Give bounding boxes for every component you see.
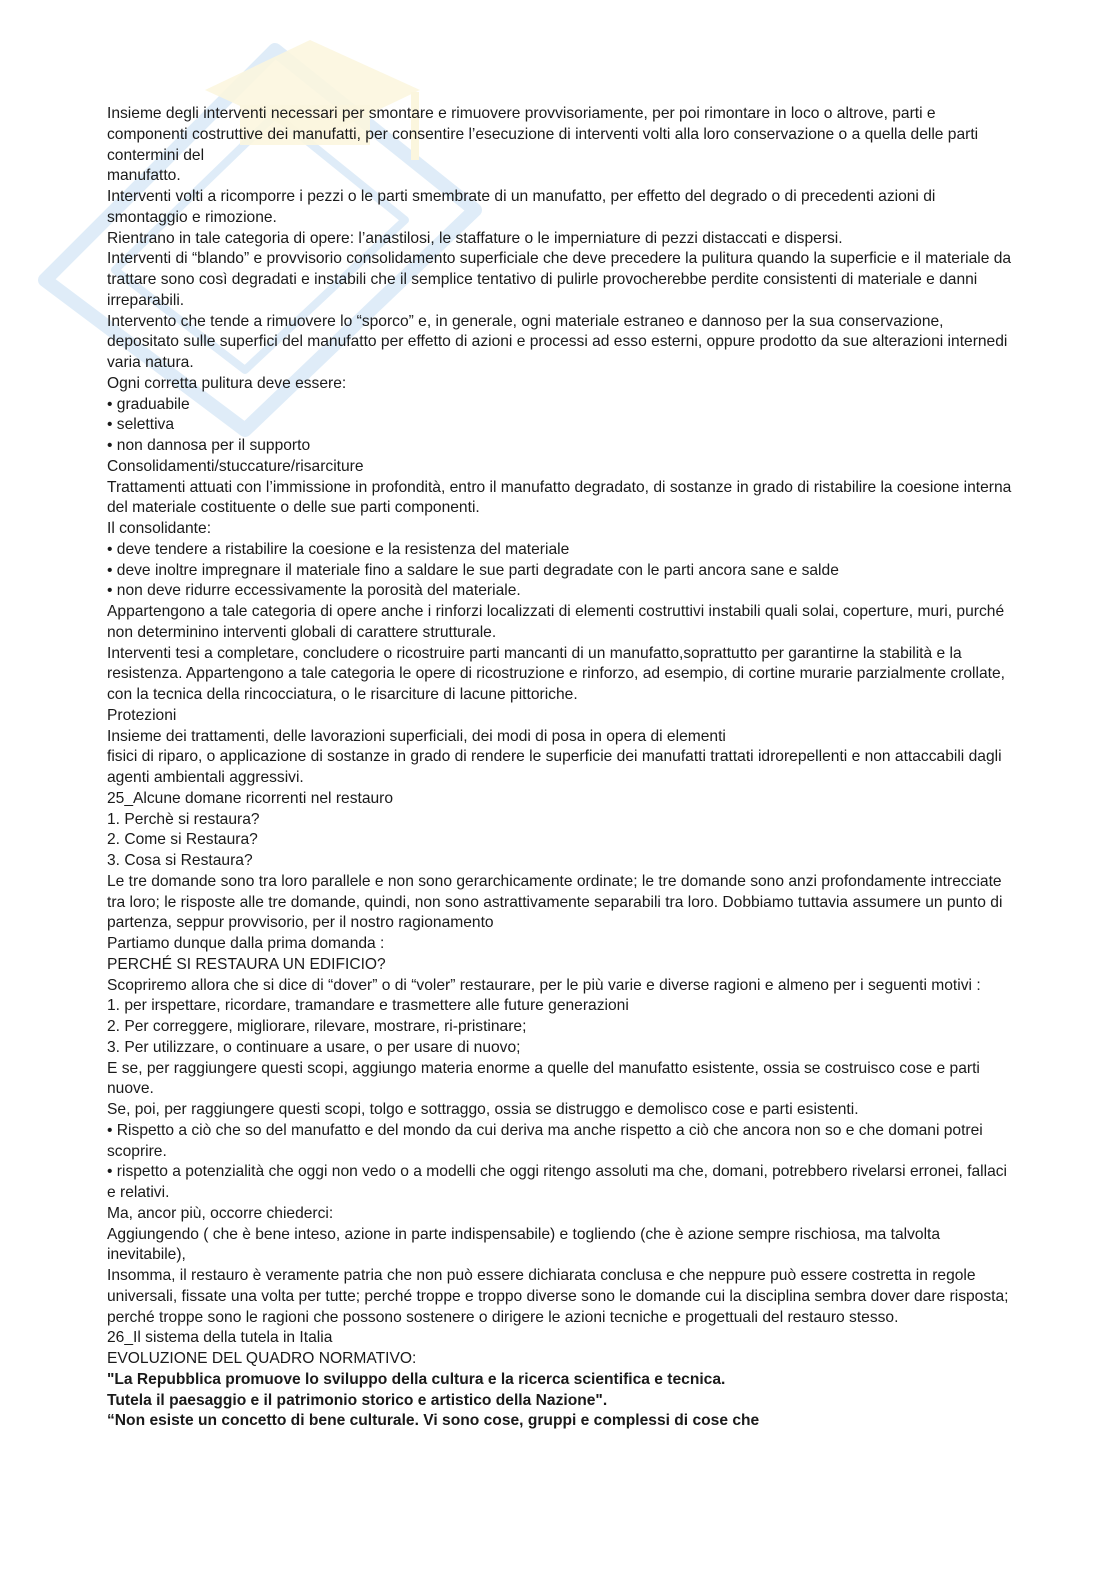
paragraph: Ma, ancor più, occorre chiederci: bbox=[107, 1204, 334, 1222]
paragraph: "La Repubblica promuove lo sviluppo della cultura e la ricerca scientifica e tecnica. bbox=[107, 1370, 726, 1388]
paragraph: 25_Alcune domane ricorrenti nel restauro bbox=[107, 789, 394, 807]
paragraph: Intervento che tende a rimuovere lo “sporco” e, in generale, ogni materiale estraneo e dannoso per la sua conservazione, depositato sulle superfici del manufatto per effetto di azioni e processi ad esso esterni, oppure prodotto da sue alterazioni internedi varia natura. bbox=[107, 312, 1008, 371]
paragraph: Trattamenti attuati con l’immissione in profondità, entro il manufatto degradato, di sostanze in grado di ristabilire la coesione interna del materiale costituente o delle sue parti componenti. bbox=[107, 478, 1012, 517]
paragraph: Consolidamenti/stuccature/risarciture bbox=[107, 457, 364, 475]
paragraph: • non dannosa per il supporto bbox=[107, 437, 311, 454]
paragraph: 1. per irspettare, ricordare, tramandare e trasmettere alle future generazioni bbox=[107, 997, 629, 1015]
paragraph: Il consolidante: bbox=[107, 520, 212, 537]
paragraph: PERCHÉ SI RESTAURA UN EDIFICIO? bbox=[107, 955, 386, 973]
paragraph: • graduabile bbox=[107, 395, 190, 413]
paragraph: 3. Cosa si Restaura? bbox=[107, 852, 253, 869]
paragraph: • Rispetto a ciò che so del manufatto e del mondo da cui deriva ma anche rispetto a ciò che ancora non so e che domani potrei scoprire. bbox=[107, 1121, 983, 1160]
paragraph: 2. Come si Restaura? bbox=[107, 831, 258, 849]
paragraph: manufatto. bbox=[107, 167, 181, 185]
paragraph: • rispetto a potenzialità che oggi non vedo o a modelli che oggi ritengo assoluti ma che, domani, potrebbero rivelarsi erronei, fallaci e relativi. bbox=[107, 1163, 1008, 1201]
paragraph: fisici di riparo, o applicazione di sostanze in grado di rendere le superficie dei manufatti trattati idrorepellenti e non attaccabili dagli agenti ambientali aggressivi. bbox=[107, 748, 1002, 786]
paragraph: Partiamo dunque dalla prima domanda : bbox=[107, 935, 385, 952]
paragraph: Interventi volti a ricomporre i pezzi o le parti smembrate di un manufatto, per effetto del degrado o di precedenti azioni di smontaggio e rimozione. bbox=[107, 188, 936, 226]
paragraph: Ogni corretta pulitura deve essere: bbox=[107, 374, 347, 392]
paragraph: 2. Per correggere, migliorare, rilevare, mostrare, ri-pristinare; bbox=[107, 1018, 527, 1035]
paragraph: Protezioni bbox=[107, 706, 177, 724]
paragraph: 3. Per utilizzare, o continuare a usare, o per usare di nuovo; bbox=[107, 1038, 521, 1056]
paragraph: Interventi di “blando” e provvisorio consolidamento superficiale che deve precedere la pulitura quando la superficie e il materiale da trattare sono così degradati e instabili che il semplice tentativo di pulirle provocherebbe perdite consistenti di materiale e danni irreparabili. bbox=[107, 250, 1012, 309]
paragraph: • deve inoltre impregnare il materiale fino a saldare le sue parti degradate con le parti ancora sane e salde bbox=[107, 561, 839, 579]
paragraph: • deve tendere a ristabilire la coesione e la resistenza del materiale bbox=[107, 540, 570, 558]
paragraph: Interventi tesi a completare, concludere o ricostruire parti mancanti di un manufatto,soprattutto per garantirne la stabilità e la resistenza. Appartengono a tale categoria le opere di ricostruzione e rinforzo, ad esempio, di cortine murarie parzialmente crollate, con la tecnica della rincocciatura, o le risarciture di lacune pittoriche. bbox=[107, 644, 1005, 703]
paragraph: Insieme dei trattamenti, delle lavorazioni superficiali, dei modi di posa in opera di elementi bbox=[107, 727, 726, 745]
paragraph: Appartengono a tale categoria di opere anche i rinforzi localizzati di elementi costruttivi instabili quali solai, coperture, muri, purché non determinino interventi globali di carattere strutturale. bbox=[107, 603, 1005, 641]
paragraph: Rientrano in tale categoria di opere: l’anastilosi, le staffature o le imperniature di pezzi distaccati e dispersi. bbox=[107, 229, 843, 247]
paragraph: • non deve ridurre eccessivamente la porosità del materiale. bbox=[107, 582, 521, 600]
paragraph: E se, per raggiungere questi scopi, aggiungo materia enorme a quelle del manufatto esistente, ossia se costruisco cose e parti nuove. bbox=[107, 1059, 980, 1098]
paragraph: Se, poi, per raggiungere questi scopi, tolgo e sottraggo, ossia se distruggo e demolisco cose e parti esistenti. bbox=[107, 1101, 859, 1118]
paragraph: Insieme degli interventi necessari per smontare e rimuovere provvisoriamente, per poi rimontare in loco o altrove, parti e componenti costruttive dei manufatti, per consentire l’esecuzione di interventi volti alla loro conservazione o a quella delle parti contermini del bbox=[107, 105, 979, 164]
paragraph: • selettiva bbox=[107, 416, 174, 434]
paragraph: 26_Il sistema della tutela in Italia bbox=[107, 1329, 333, 1347]
paragraph: Tutela il paesaggio e il patrimonio storico e artistico della Nazione". bbox=[107, 1391, 608, 1409]
paragraph: Scopriremo allora che si dice di “dover” o di “voler” restaurare, per le più varie e diverse ragioni e almeno per i seguenti motivi : bbox=[107, 976, 981, 994]
paragraph: Aggiungendo ( che è bene inteso, azione in parte indispensabile) e togliendo (che è azione sempre rischiosa, ma talvolta inevitabile), bbox=[107, 1225, 941, 1264]
paragraph: Le tre domande sono tra loro parallele e non sono gerarchicamente ordinate; le tre domande sono anzi profondamente intrecciate tra loro; le risposte alle tre domande, quindi, non sono astrattivamente separabili tra loro. Dobbiamo tuttavia assumere un punto di partenza, seppur provvisorio, per il nostro ragionamento bbox=[107, 872, 1003, 932]
document-body bbox=[107, 104, 1012, 1432]
paragraph: EVOLUZIONE DEL QUADRO NORMATIVO: bbox=[107, 1350, 417, 1367]
paragraph: Insomma, il restauro è veramente patria che non può essere dichiarata conclusa e che neppure può essere costretta in regole universali, fissate una volta per tutte; perché troppe e troppo diverse sono le domande cui la disciplina sembra dover dare risposta; perché troppe sono le ragioni che possono sostenere o dirigere le azioni tecniche e progettuali del restauro stesso. bbox=[107, 1267, 1009, 1326]
paragraph: 1. Perchè si restaura? bbox=[107, 810, 260, 828]
paragraph: “Non esiste un concetto di bene culturale. Vi sono cose, gruppi e complessi di cose che bbox=[107, 1412, 760, 1430]
